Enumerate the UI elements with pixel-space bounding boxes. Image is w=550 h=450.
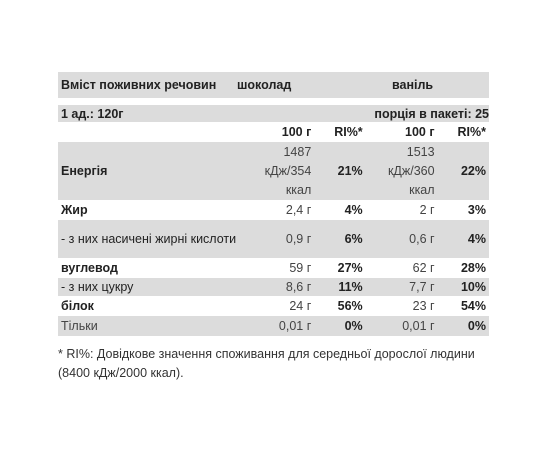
row-a-ri: 21%	[315, 142, 365, 200]
row-label: Енергія	[58, 142, 242, 200]
row-a-ri: 4%	[315, 200, 365, 220]
row-a-ri: 56%	[315, 296, 365, 316]
row-a-value: 8,6 г	[242, 278, 315, 296]
table-row	[58, 278, 489, 296]
row-a-ri: 0%	[315, 316, 365, 336]
col-b-amount: 100 г	[366, 122, 439, 142]
table-row	[58, 258, 489, 278]
table-row	[58, 296, 489, 316]
column-header-row	[58, 122, 489, 142]
serving-row	[58, 105, 489, 122]
product-a-name: шоколад	[237, 78, 292, 92]
row-b-ri: 54%	[439, 296, 489, 316]
row-a-value: 59 г	[242, 258, 315, 278]
row-b-value: 7,7 г	[366, 278, 439, 296]
row-a-ri: 11%	[315, 278, 365, 296]
row-b-value: 23 г	[366, 296, 439, 316]
row-b-ri: 3%	[439, 200, 489, 220]
row-b-ri: 22%	[439, 142, 489, 200]
row-a-ri: 6%	[315, 220, 365, 258]
row-b-value: 62 г	[366, 258, 439, 278]
row-a-value: 2,4 г	[242, 200, 315, 220]
col-b-ri: RI%*	[439, 122, 489, 142]
row-label: вуглевод	[58, 258, 242, 278]
row-label: - з них цукру	[58, 278, 242, 296]
servings-per-pack: порція в пакеті: 25	[374, 106, 489, 121]
row-a-value: 0,9 г	[242, 220, 315, 258]
row-b-value: 0,6 г	[366, 220, 439, 258]
row-a-value: 24 г	[242, 296, 315, 316]
row-a-ri: 27%	[315, 258, 365, 278]
nutrition-table	[58, 72, 489, 336]
row-label: Жир	[58, 200, 242, 220]
row-label: Тільки	[58, 316, 242, 336]
row-b-value: 2 г	[366, 200, 439, 220]
row-a-value: 0,01 г	[242, 316, 315, 336]
row-label: білок	[58, 296, 242, 316]
table-row	[58, 316, 489, 336]
product-b-name: ваніль	[392, 78, 434, 92]
row-b-ri: 10%	[439, 278, 489, 296]
row-b-ri: 0%	[439, 316, 489, 336]
table-row	[58, 142, 489, 200]
row-label: - з них насичені жирні кислоти	[58, 220, 242, 258]
table-header	[58, 72, 489, 98]
table-title: Вміст поживних речовин	[61, 78, 217, 92]
table-row	[58, 220, 489, 258]
row-b-ri: 28%	[439, 258, 489, 278]
col-a-amount: 100 г	[242, 122, 315, 142]
nutrient-table	[58, 122, 489, 336]
ri-footnote: * RI%: Довідкове значення споживання для середньої дорослої людини (8400 кДж/2000 ккал).	[58, 347, 475, 380]
table-row	[58, 200, 489, 220]
row-b-value: 1513 кДж/360 ккал	[366, 142, 439, 200]
row-a-value: 1487 кДж/354 ккал	[242, 142, 315, 200]
serving-unit: 1 ад.: 120г	[61, 106, 124, 121]
row-b-value: 0,01 г	[366, 316, 439, 336]
row-b-ri: 4%	[439, 220, 489, 258]
col-a-ri: RI%*	[315, 122, 365, 142]
